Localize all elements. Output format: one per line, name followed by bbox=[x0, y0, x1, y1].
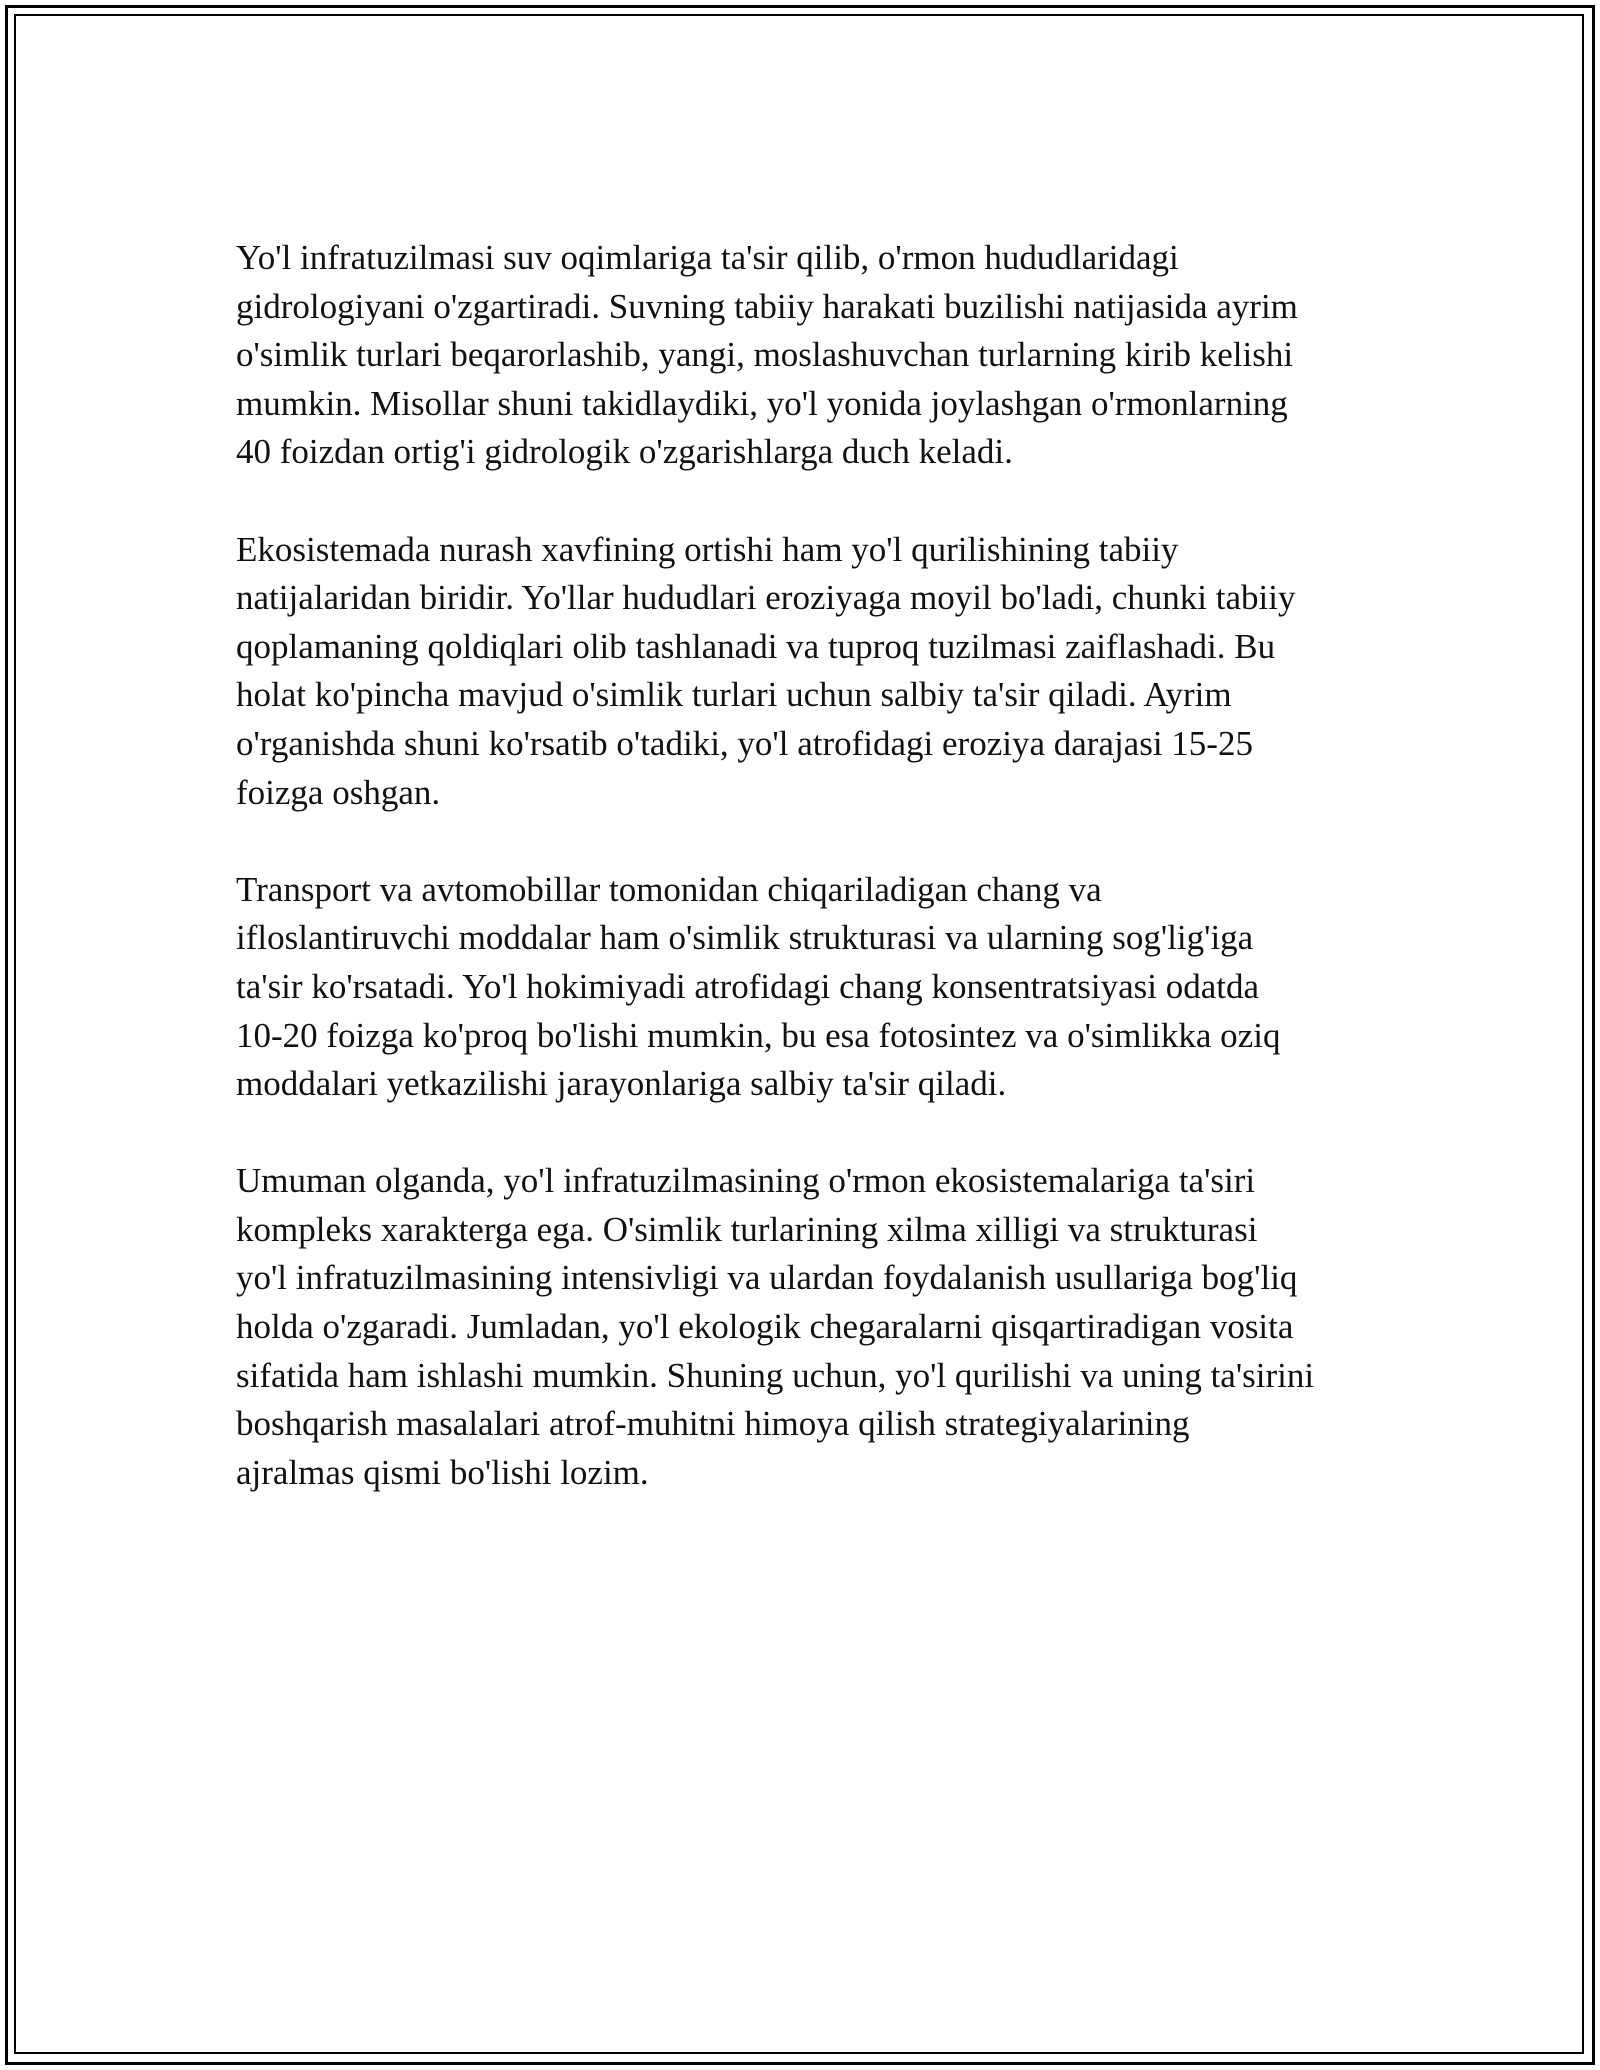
paragraph-erosion: Ekosistemada nurash xavfining ortishi ham yo'l qurilishining tabiiy natijalaridan biridir. Yo'llar hududlari eroziyaga moyil bo'ladi, chunki tabiiy qoplamaning qoldiqlari olib tashlanadi va tuproq tuzilmasi zaiflashadi. Bu holat ko'pincha mavjud o'simlik turlari uchun salbiy ta'sir qiladi. Ayrim o'rganishda shuni ko'rsatib o'tadiki, yo'l atrofidagi eroziya darajasi 15-25 foizga oshgan. bbox=[236, 529, 1296, 812]
paragraph-dust-pollution: Transport va avtomobillar tomonidan chiqariladigan chang va ifloslantiruvchi moddalar ham o'simlik strukturasi va ularning sog'lig'iga ta'sir ko'rsatadi. Yo'l hokimiyadi atrofidagi chang konsentratsiyasi odatda 10-20 foizga ko'proq bo'lishi mumkin, bu esa fotosintez va o'simlikka oziq moddalari yetkazilishi jarayonlariga salbiy ta'sir qiladi. bbox=[236, 869, 1281, 1104]
paragraph-hydrology: Yo'l infratuzilmasi suv oqimlariga ta'sir qilib, o'rmon hududlaridagi gidrologiyani o'zgartiradi. Suvning tabiiy harakati buzilishi natijasida ayrim o'simlik turlari beqarorlashib, yangi, moslashuvchan turlarning kirib kelishi mumkin. Misollar shuni takidlaydiki, yo'l yonida joylashgan o'rmonlarning 40 foizdan ortig'i gidrologik o'zgarishlarga duch keladi. bbox=[236, 238, 1298, 472]
paragraph-conclusion: Umuman olganda, yo'l infratuzilmasining o'rmon ekosistemalariga ta'siri kompleks xarakterga ega. O'simlik turlarining xilma xilligi va strukturasi yo'l infratuzilmasining intensivligi va ulardan foydalanish usullariga bog'liq holda o'zgaradi. Jumladan, yo'l ekologik chegaralarni qisqartiradigan vosita sifatida ham ishlashi mumkin. Shuning uchun, yo'l qurilishi va uning ta'sirini boshqarish masalalari atrof-muhitni himoya qilish strategiyalarining ajralmas qismi bo'lishi lozim. bbox=[236, 1161, 1315, 1492]
document-body bbox=[236, 234, 1396, 1546]
